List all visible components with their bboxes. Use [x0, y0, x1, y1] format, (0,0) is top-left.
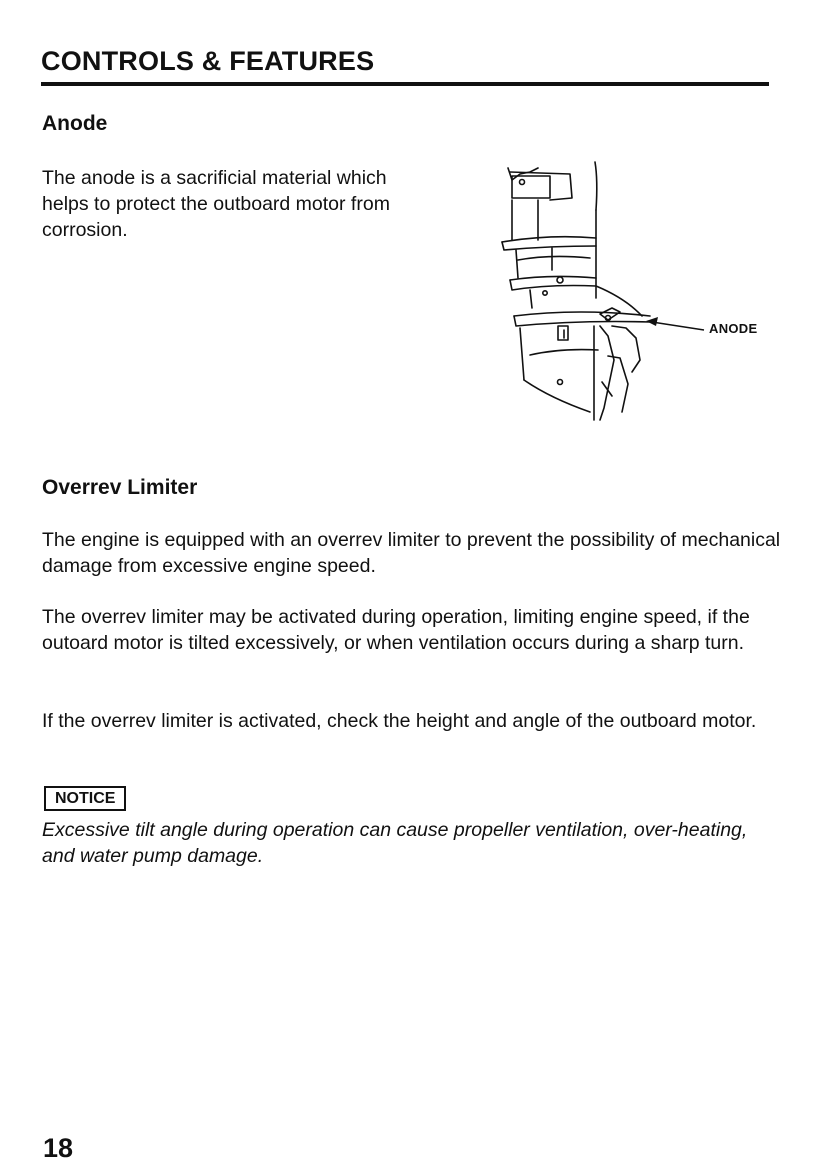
anode-heading: Anode	[42, 112, 108, 135]
header-divider	[41, 82, 769, 86]
page-number: 18	[43, 1133, 74, 1163]
section-title: CONTROLS & FEATURES	[41, 46, 375, 76]
outboard-motor-lower-unit-illustration	[490, 150, 780, 435]
anode-callout-label: ANODE	[709, 321, 758, 336]
outboard-motor-figure	[490, 150, 780, 435]
overrev-paragraph-3: If the overrev limiter is activated, check the height and angle of the outboard motor.	[42, 710, 757, 732]
anode-description: The anode is a sacrificial material which helps to protect the outboard motor from corrosion.	[42, 167, 390, 241]
overrev-paragraph-1: The engine is equipped with an overrev limiter to prevent the possibility of mechanical damage from excessive engine speed.	[42, 529, 781, 577]
notice-text: Excessive tilt angle during operation can cause propeller ventilation, over-heating, and water pump damage.	[42, 819, 748, 867]
notice-label: NOTICE	[44, 786, 126, 811]
overrev-heading: Overrev Limiter	[42, 476, 198, 499]
overrev-paragraph-2: The overrev limiter may be activated during operation, limiting engine speed, if the outoard motor is tilted excessively, or when ventilation occurs during a sharp turn.	[42, 606, 750, 654]
